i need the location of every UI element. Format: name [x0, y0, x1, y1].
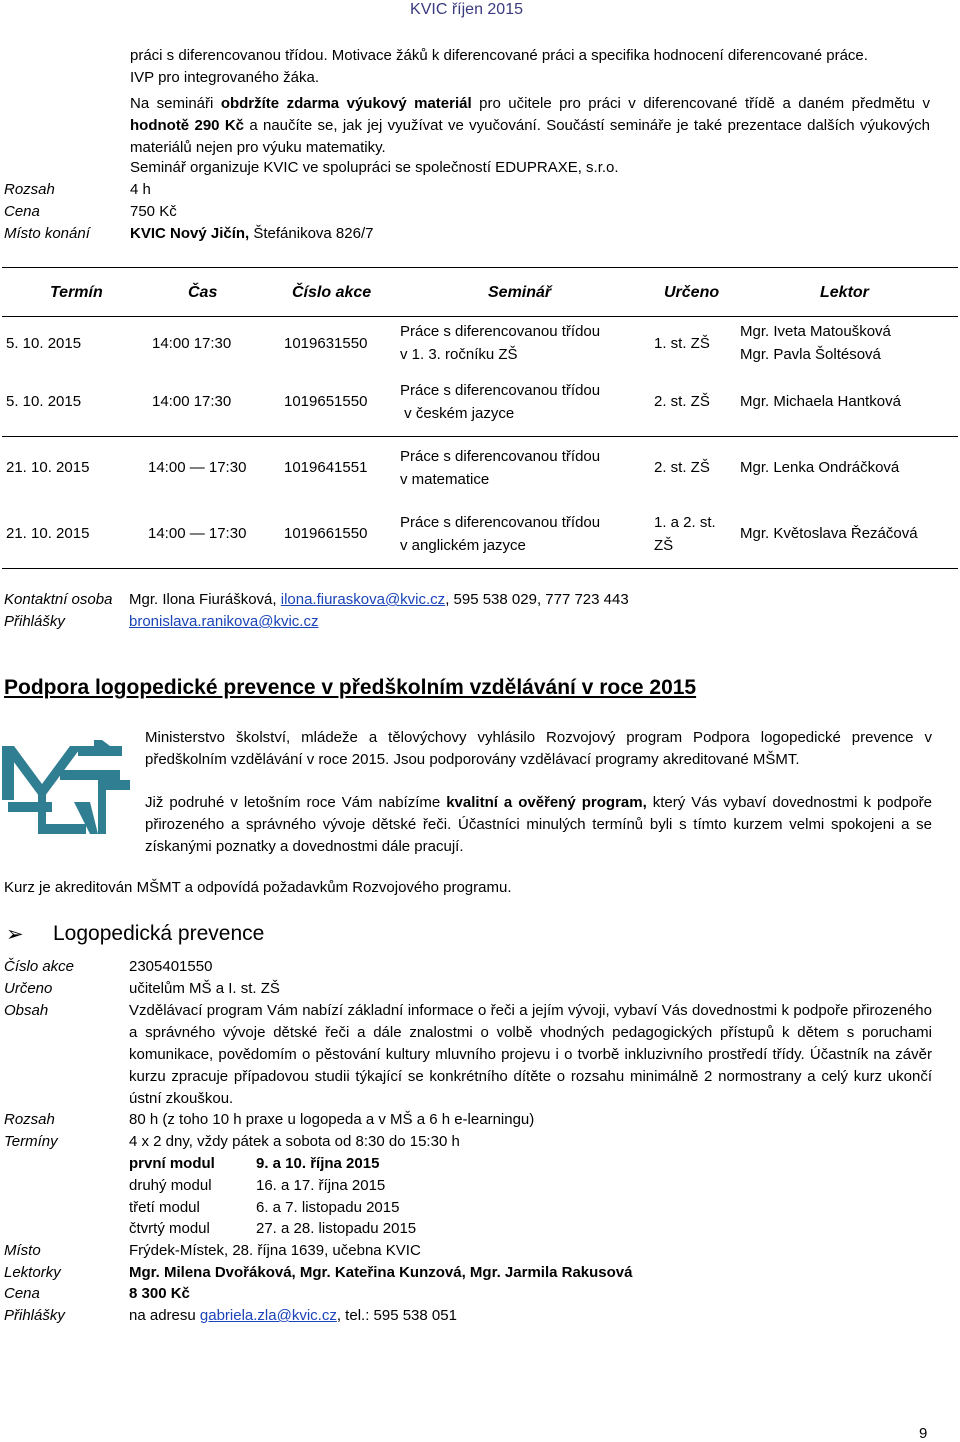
- course-prihlasky-pre: na adresu: [129, 1307, 200, 1324]
- seminar-table: [2, 267, 958, 569]
- section2-p2-a: Již podruhé v letošním roce Vám nabízíme: [145, 794, 447, 811]
- table-row-2-seminar-2: v českém jazyce: [400, 405, 515, 422]
- course-rozsah-label: Rozsah: [4, 1111, 55, 1128]
- misto-label: Místo konání: [4, 225, 90, 242]
- module-4-dates: 27. a 28. listopadu 2015: [256, 1220, 417, 1237]
- intro-p2-a: Na semináři: [130, 95, 221, 112]
- course-lektorky-value: Mgr. Milena Dvořáková, Mgr. Kateřina Kunzová, Mgr. Jarmila Rakusová: [129, 1264, 633, 1281]
- table-row-1-code: 1019631550: [284, 335, 368, 352]
- course-cislo-label: Číslo akce: [4, 958, 75, 975]
- table-row-3-lektor: Mgr. Lenka Ondráčková: [740, 459, 900, 476]
- course-terminy-label: Termíny: [4, 1133, 58, 1150]
- table-row-4-urceno-2: ZŠ: [654, 537, 674, 554]
- table-row-2-time: 14:00 17:30: [152, 393, 232, 410]
- intro-line-1: práci s diferencovanou třídou. Motivace žáků k diferencované práci a specifika hodnocení diferencované práce.: [130, 47, 868, 64]
- table-row-4-time: 14:00 — 17:30: [148, 525, 247, 542]
- course-rozsah-value: 80 h (z toho 10 h praxe u logopeda a v MŠ a 6 h e-learningu): [129, 1111, 535, 1128]
- course-cena-value: 8 300 Kč: [129, 1285, 190, 1302]
- table-row-1-date: 5. 10. 2015: [6, 335, 82, 352]
- course-terminy-value: 4 x 2 dny, vždy pátek a sobota od 8:30 do 15:30 h: [129, 1133, 460, 1150]
- kontakt-email-link[interactable]: ilona.fiuraskova@kvic.cz: [280, 591, 446, 608]
- header-title: KVIC říjen 2015: [410, 1, 523, 18]
- intro-paragraph: [130, 93, 930, 159]
- intro-p2-f: Součástí semináře je také prezentace dalších výukových materiálů nejen pro výuku matematiky.: [130, 117, 930, 156]
- module-2-name: druhý modul: [129, 1177, 212, 1194]
- table-row-4-seminar-2: v anglickém jazyce: [400, 537, 526, 554]
- table-row-1-time: 14:00 17:30: [152, 335, 232, 352]
- rozsah-label: Rozsah: [4, 181, 55, 198]
- intro-line-2: IVP pro integrovaného žáka.: [130, 69, 320, 86]
- misto-value-rest: Štefánikova 826/7: [249, 225, 374, 242]
- table-row-3-seminar-2: v matematice: [400, 471, 490, 488]
- table-row-4-date: 21. 10. 2015: [6, 525, 90, 542]
- intro-p2-b: obdržíte zdarma výukový materiál: [220, 95, 472, 112]
- arrow-bullet-icon: ➢: [6, 923, 24, 946]
- th-termin: Termín: [50, 284, 103, 301]
- section-heading: Podpora logopedické prevence v předškolním vzdělávání v roce 2015: [4, 676, 697, 699]
- prihlasky-label: Přihlášky: [4, 613, 65, 630]
- section2-accreditation: Kurz je akreditován MŠMT a odpovídá požadavkům Rozvojového programu.: [4, 879, 512, 896]
- kontakt-label: Kontaktní osoba: [4, 591, 113, 608]
- intro-organizer: Seminář organizuje KVIC ve spolupráci se společností EDUPRAXE, s.r.o.: [130, 159, 619, 176]
- course-obsah-label: Obsah: [4, 1002, 49, 1019]
- kontakt-name: Mgr. Ilona Fiurášková,: [129, 591, 281, 608]
- course-urceno-label: Určeno: [4, 980, 53, 997]
- table-row-1-seminar-2: v 1. 3. ročníku ZŠ: [400, 346, 518, 363]
- module-2-dates: 16. a 17. října 2015: [256, 1177, 386, 1194]
- table-row-4-code: 1019661550: [284, 525, 368, 542]
- page-header: [0, 0, 960, 22]
- prihlasky-email-link[interactable]: bronislava.ranikova@kvic.cz: [129, 613, 319, 630]
- intro-p2-c: pro učitele pro práci v diferencované třídě a daném předmětu v: [471, 95, 930, 112]
- rozsah-value: 4 h: [130, 181, 151, 198]
- th-cislo-akce: Číslo akce: [292, 284, 372, 301]
- table-row-1-lektor-1: Mgr. Iveta Matoušková: [740, 323, 891, 340]
- table-row-3-seminar-1: Práce s diferencovanou třídou: [400, 448, 601, 465]
- section2-p2-c: který Vás vybaví dovednostmi k podpoře přirozeného a správného vývoje dětské řeči. Účastníci minulých termínů byli s tímto kurzem velmi spokojeni a se získanými poznatky a dovednostmi dále pracují.: [145, 794, 932, 855]
- section2-p2-b: kvalitní a ověřený program,: [446, 794, 647, 811]
- module-3-dates: 6. a 7. listopadu 2015: [256, 1199, 400, 1216]
- intro-p2-d: hodnotě 290 Kč: [130, 117, 244, 134]
- table-row-2-seminar-1: Práce s diferencovanou třídou: [400, 382, 601, 399]
- cena-value: 750 Kč: [130, 203, 177, 220]
- table-header-divider: [2, 316, 958, 317]
- course-prihlasky-label: Přihlášky: [4, 1307, 65, 1324]
- misto-value: [130, 225, 373, 242]
- module-4-name: čtvrtý modul: [129, 1220, 210, 1237]
- table-row-2-urceno: 2. st. ZŠ: [654, 393, 710, 410]
- cena-label: Cena: [4, 203, 40, 220]
- section2-paragraph-1: Ministerstvo školství, mládeže a tělovýchovy vyhlásilo Rozvojový program Podpora logopedické prevence v předškolním vzdělávání v roce 2015. Jsou podporovány vzdělávací programy akreditované MŠMT.: [145, 729, 932, 768]
- msmt-logo-graphic: [2, 740, 132, 836]
- module-3-name: třetí modul: [129, 1199, 200, 1216]
- course-prihlasky-post: , tel.: 595 538 051: [336, 1307, 457, 1324]
- course-misto-label: Místo: [4, 1242, 41, 1259]
- table-row-3-time: 14:00 — 17:30: [148, 459, 247, 476]
- misto-value-bold: KVIC Nový Jičín,: [130, 225, 250, 242]
- section2-paragraph-2: [145, 792, 932, 858]
- table-row-2-lektor: Mgr. Michaela Hantková: [740, 393, 901, 410]
- th-lektor: Lektor: [820, 284, 869, 301]
- course-urceno-value: učitelům MŠ a I. st. ZŠ: [129, 980, 280, 997]
- kontakt-value: [129, 591, 629, 608]
- kontakt-phones: , 595 538 029, 777 723 443: [445, 591, 629, 608]
- table-row-3-urceno: 2. st. ZŠ: [654, 459, 710, 476]
- table-row-3-code: 1019641551: [284, 459, 368, 476]
- table-row-4-seminar-1: Práce s diferencovanou třídou: [400, 514, 601, 531]
- course-prihlasky-email-link[interactable]: gabriela.zla@kvic.cz: [199, 1307, 337, 1324]
- msmt-logo: [2, 740, 132, 836]
- th-seminar: Seminář: [488, 284, 552, 301]
- table-row-1-seminar-1: Práce s diferencovanou třídou: [400, 323, 601, 340]
- course-misto-value: Frýdek-Místek, 28. října 1639, učebna KVIC: [129, 1242, 421, 1259]
- th-cas: Čas: [188, 284, 218, 301]
- table-row-2-date: 5. 10. 2015: [6, 393, 82, 410]
- table-row-1-lektor-2: Mgr. Pavla Šoltésová: [740, 346, 881, 363]
- intro-p2-e: a naučíte se, jak jej využívat ve vyučování.: [244, 117, 547, 134]
- course-title: Logopedická prevence: [53, 922, 265, 945]
- course-lektorky-label: Lektorky: [4, 1264, 61, 1281]
- page-number: 9: [919, 1425, 928, 1442]
- course-prihlasky-value: [129, 1307, 457, 1324]
- table-row-2-code: 1019651550: [284, 393, 368, 410]
- table-row-3-date: 21. 10. 2015: [6, 459, 90, 476]
- table-row-4-lektor: Mgr. Květoslava Řezáčová: [740, 525, 918, 542]
- th-urceno: Určeno: [664, 284, 720, 301]
- course-cislo-value: 2305401550: [129, 958, 213, 975]
- course-cena-label: Cena: [4, 1285, 40, 1302]
- table-row-1-urceno: 1. st. ZŠ: [654, 335, 710, 352]
- module-1-dates: 9. a 10. října 2015: [256, 1155, 380, 1172]
- module-1-name: první modul: [129, 1155, 215, 1172]
- course-obsah-value: Vzdělávací program Vám nabízí základní informace o řeči a jejím vývoji, vybaví Vás dovednostmi k podpoře přirozeného a správného vývoje dětské řeči a dále znalostmi o volbě vhodných pedagogických přístupů k dětem s poruchami komunikace, povědomím o pěstování kultury mluvního projevu i o tvorbě inkluzivního prostředí třídy. Účastník na závěr kurzu zpracuje případovou studii týkající se konkrétního dítěte o rozsahu minimálně 2 normostrany a celý kurz ukončí ústní zkouškou.: [129, 1002, 932, 1107]
- table-row-4-urceno-1: 1. a 2. st.: [654, 514, 716, 531]
- table-row-divider: [2, 436, 958, 437]
